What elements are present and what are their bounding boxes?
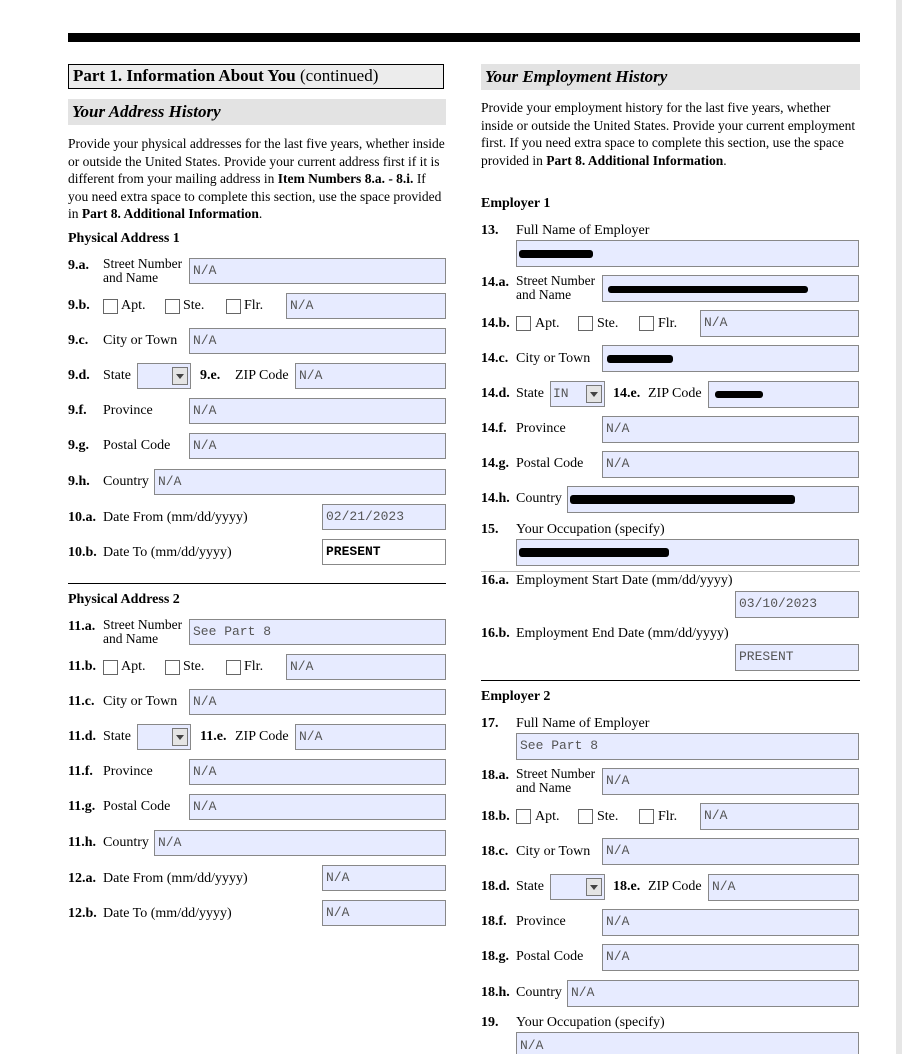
employer1-name-input[interactable] [516,240,859,267]
address-history-title: Your Address History [72,102,221,121]
employment-history-title: Your Employment History [485,67,668,86]
item-18h-number: 18.h. [481,985,510,1000]
item-14d-number: 14.d. [481,386,510,401]
intro-text-2: If you need extra space to complete this section, use the space provided in [68,171,442,222]
employer1-province-input[interactable]: N/A [602,416,859,443]
item-10a-label: Date From (mm/dd/yyyy) [103,510,248,525]
item-15-label: Your Occupation (specify) [516,522,665,537]
employer1-country-input[interactable] [567,486,859,513]
item-9g-label: Postal Code [103,438,171,453]
item-18d-number: 18.d. [481,879,510,894]
address1-apt-label: Apt. [121,298,146,313]
intro-bold-2: Part 8. Additional Information [81,206,259,222]
item-14g-label: Postal Code [516,456,584,471]
part-title-bold: Part 1. Information About You [73,66,296,85]
address2-date-from-input[interactable]: N/A [322,865,446,891]
item-14b-number: 14.b. [481,316,510,331]
item-16a-label: Employment Start Date (mm/dd/yyyy) [516,573,733,588]
item-17-number: 17. [481,716,499,731]
item-13-label: Full Name of Employer [516,223,650,238]
item-10b-number: 10.b. [68,545,97,560]
employer2-postal-input[interactable]: N/A [602,944,859,971]
part-title-rest: (continued) [295,66,379,85]
address2-province-input[interactable]: N/A [189,759,446,785]
employer1-ste-checkbox[interactable] [578,316,593,331]
address2-unit-input[interactable]: N/A [286,654,446,680]
item-18b-number: 18.b. [481,809,510,824]
item-12b-label: Date To (mm/dd/yyyy) [103,906,232,921]
chevron-down-icon[interactable] [172,728,188,746]
item-14h-label: Country [516,491,562,506]
item-9b-number: 9.b. [68,298,90,313]
employer2-apt-label: Apt. [535,809,560,824]
employer1-unit-input[interactable]: N/A [700,310,859,337]
employer1-apt-label: Apt. [535,316,560,331]
physical-address-2-heading: Physical Address 2 [68,592,180,607]
employer-1-heading: Employer 1 [481,196,551,211]
address1-date-from-input[interactable]: 02/21/2023 [322,504,446,530]
item-18a-label: Street Number and Name [516,766,596,795]
item-14f-number: 14.f. [481,421,507,436]
employment-history-intro [481,99,861,169]
address-history-heading [68,99,446,125]
employer-2-heading: Employer 2 [481,689,551,704]
employer1-start-date-input[interactable]: 03/10/2023 [735,591,859,618]
item-9g-number: 9.g. [68,438,89,453]
address1-ste-label: Ste. [183,298,205,313]
part-title [68,64,444,89]
intro-bold-1: Item Numbers 8.a. - 8.i. [277,171,414,187]
section-divider [68,583,446,584]
item-18f-number: 18.f. [481,914,507,929]
address1-country-input[interactable]: N/A [154,469,446,495]
item-9c-label: City or Town [103,333,178,348]
item-14c-number: 14.c. [481,351,509,366]
item-9c-number: 9.c. [68,333,89,348]
item-13-number: 13. [481,223,499,238]
item-9d-number: 9.d. [68,368,90,383]
item-11g-number: 11.g. [68,799,96,814]
item-12b-number: 12.b. [68,906,97,921]
item-11a-number: 11.a. [68,619,96,634]
item-9h-number: 9.h. [68,474,90,489]
item-14c-label: City or Town [516,351,591,366]
item-10b-label: Date To (mm/dd/yyyy) [103,545,232,560]
redaction-mark [608,286,808,293]
item-11a-label: Street Number and Name [103,617,183,646]
item-11e-label: ZIP Code [235,729,289,744]
employer2-ste-checkbox[interactable] [578,809,593,824]
item-19-number: 19. [481,1015,499,1030]
chevron-down-icon[interactable] [586,878,602,896]
item-16b-number: 16.b. [481,626,510,641]
employer2-street-input[interactable]: N/A [602,768,859,795]
address1-apt-checkbox[interactable] [103,299,118,314]
item-18c-label: City or Town [516,844,591,859]
item-11h-number: 11.h. [68,835,97,850]
redaction-mark [715,391,763,398]
intro-text-3: . [258,206,263,222]
item-18c-number: 18.c. [481,844,509,859]
employer1-postal-input[interactable]: N/A [602,451,859,478]
item-9a-label: Street Number and Name [103,256,183,285]
item-18f-label: Province [516,914,566,929]
address2-street-input[interactable]: See Part 8 [189,619,446,645]
item-18e-number: 18.e. [613,879,641,894]
address2-ste-label: Ste. [183,659,205,674]
employer1-state-value: IN [553,386,569,401]
item-10a-number: 10.a. [68,510,96,525]
item-9a-number: 9.a. [68,258,89,273]
item-14e-label: ZIP Code [648,386,702,401]
employer1-ste-label: Ste. [597,316,619,331]
item-11c-label: City or Town [103,694,178,709]
address2-flr-checkbox[interactable] [226,660,241,675]
address1-postal-input[interactable]: N/A [189,433,446,459]
employer1-flr-label: Flr. [658,316,678,331]
employer2-name-input[interactable]: See Part 8 [516,733,859,760]
address2-state-select[interactable] [137,724,191,750]
address1-unit-input[interactable]: N/A [286,293,446,319]
address1-flr-label: Flr. [244,298,264,313]
employment-intro-text-1: Provide your employment history for the last five years, whether inside or outside the United States. Provide your current employment first. If you need extra space to complete this section, use the space provided in [481,100,856,168]
employer1-city-input[interactable] [602,345,859,372]
thin-divider [481,571,860,572]
employer1-flr-checkbox[interactable] [639,316,654,331]
chevron-down-icon[interactable] [172,367,188,385]
address2-country-input[interactable]: N/A [154,830,446,856]
item-18e-label: ZIP Code [648,879,702,894]
address2-zip-input[interactable]: N/A [295,724,446,750]
item-9h-label: Country [103,474,149,489]
redaction-mark [519,250,593,258]
item-9f-number: 9.f. [68,403,87,418]
item-12a-label: Date From (mm/dd/yyyy) [103,871,248,886]
item-14g-number: 14.g. [481,456,509,471]
employer2-state-select[interactable] [550,874,605,900]
item-14d-label: State [516,386,544,401]
redaction-mark [519,548,669,557]
item-9d-label: State [103,368,131,383]
item-14a-number: 14.a. [481,275,509,290]
item-11h-label: Country [103,835,149,850]
employer2-city-input[interactable]: N/A [602,838,859,865]
address1-zip-input[interactable]: N/A [295,363,446,389]
address1-date-to-input[interactable]: PRESENT [322,539,446,565]
item-11f-label: Province [103,764,153,779]
item-14h-number: 14.h. [481,491,510,506]
physical-address-1-heading: Physical Address 1 [68,231,180,246]
item-18a-number: 18.a. [481,768,509,783]
section-divider [481,680,860,681]
address2-ste-checkbox[interactable] [165,660,180,675]
employer2-occupation-input[interactable]: N/A [516,1032,859,1054]
address1-province-input[interactable]: N/A [189,398,446,424]
address1-street-input[interactable]: N/A [189,258,446,284]
address1-ste-checkbox[interactable] [165,299,180,314]
item-9e-label: ZIP Code [235,368,289,383]
item-11g-label: Postal Code [103,799,171,814]
item-11f-number: 11.f. [68,764,93,779]
item-16a-number: 16.a. [481,573,509,588]
address1-flr-checkbox[interactable] [226,299,241,314]
address1-state-select[interactable] [137,363,191,389]
address2-apt-label: Apt. [121,659,146,674]
item-11b-number: 11.b. [68,659,97,674]
item-11d-number: 11.d. [68,729,97,744]
item-18g-label: Postal Code [516,949,584,964]
item-18g-number: 18.g. [481,949,509,964]
employment-intro-text-2: . [723,152,727,168]
employer2-apt-checkbox[interactable] [516,809,531,824]
employer2-ste-label: Ste. [597,809,619,824]
item-9f-label: Province [103,403,153,418]
employment-intro-bold: Part 8. Additional Information [546,152,724,168]
item-9e-number: 9.e. [200,368,221,383]
employer1-state-select[interactable] [550,381,605,407]
item-14e-number: 14.e. [613,386,641,401]
item-11e-number: 11.e. [200,729,227,744]
redaction-mark [607,355,673,363]
item-15-number: 15. [481,522,499,537]
item-16b-label: Employment End Date (mm/dd/yyyy) [516,626,729,641]
intro-text-1: Provide your physical addresses for the last five years, whether inside or outside the United States. Provide your current address first if it is different from your mailing address in [68,136,445,187]
employment-history-heading [481,64,860,90]
address2-flr-label: Flr. [244,659,264,674]
top-rule [68,33,860,42]
item-18h-label: Country [516,985,562,1000]
item-17-label: Full Name of Employer [516,716,650,731]
item-11d-label: State [103,729,131,744]
employer2-province-input[interactable]: N/A [602,909,859,936]
employer1-zip-input[interactable] [708,381,859,408]
employer1-end-date-input[interactable]: PRESENT [735,644,859,671]
employer1-apt-checkbox[interactable] [516,316,531,331]
address2-date-to-input[interactable]: N/A [322,900,446,926]
address-history-intro [68,135,448,223]
employer1-street-input[interactable] [602,275,859,302]
address2-city-input[interactable]: N/A [189,689,446,715]
item-11c-number: 11.c. [68,694,95,709]
address2-apt-checkbox[interactable] [103,660,118,675]
employer2-flr-checkbox[interactable] [639,809,654,824]
employer2-flr-label: Flr. [658,809,678,824]
employer2-unit-input[interactable]: N/A [700,803,859,830]
redaction-mark [570,495,795,504]
chevron-down-icon[interactable] [586,385,602,403]
address2-postal-input[interactable]: N/A [189,794,446,820]
item-14a-label: Street Number and Name [516,273,596,302]
item-18d-label: State [516,879,544,894]
employer1-occupation-input[interactable] [516,539,859,566]
employer2-zip-input[interactable]: N/A [708,874,859,901]
employer2-country-input[interactable]: N/A [567,980,859,1007]
item-14f-label: Province [516,421,566,436]
item-12a-number: 12.a. [68,871,96,886]
item-19-label: Your Occupation (specify) [516,1015,665,1030]
address1-city-input[interactable]: N/A [189,328,446,354]
